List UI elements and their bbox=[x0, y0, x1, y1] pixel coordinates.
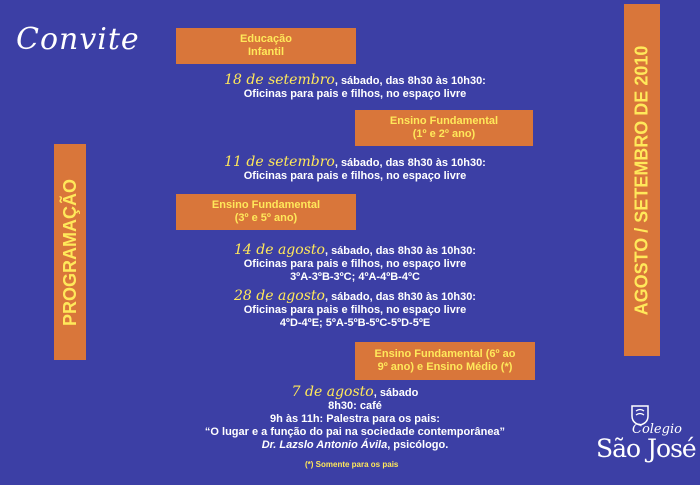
event-time: , sábado, das 8h30 às 10h30: bbox=[334, 157, 486, 169]
date-range-bar bbox=[624, 4, 660, 356]
section-box-fundamental-6-9-medio bbox=[355, 342, 535, 380]
school-logo bbox=[592, 400, 696, 470]
speaker-name: Dr. Lazslo Antonio Ávila bbox=[261, 439, 388, 451]
speaker-role: , psicólogo. bbox=[387, 439, 449, 451]
section-label-line1: Ensino Fundamental bbox=[389, 115, 499, 127]
event-description: Oficinas para pais e filhos, no espaço livre bbox=[243, 88, 467, 100]
event-lecture-title: “O lugar e a função do pai na sociedade contemporânea” bbox=[204, 426, 506, 438]
event-date: 7 de agosto bbox=[291, 384, 374, 400]
event-cafe: 8h30: café bbox=[328, 400, 382, 412]
event-7-agosto bbox=[170, 386, 540, 452]
logo-line1: Colegio bbox=[632, 422, 682, 437]
event-date: 14 de agosto bbox=[234, 242, 325, 258]
section-box-fundamental-3-5 bbox=[176, 194, 356, 230]
event-lecture: 9h às 11h: Palestra para os pais: bbox=[270, 413, 440, 425]
section-box-fundamental-1-2 bbox=[355, 110, 533, 146]
section-label-line2: (1º e 2º ano) bbox=[412, 128, 476, 140]
section-label-line2: Infantil bbox=[247, 46, 285, 58]
event-description: Oficinas para pais e filhos, no espaço livre bbox=[243, 170, 467, 182]
invitation-title: Convite bbox=[16, 22, 140, 57]
event-28-agosto bbox=[190, 290, 520, 330]
programacao-bar bbox=[54, 144, 86, 360]
section-label-line2: (3º e 5º ano) bbox=[234, 212, 298, 224]
logo-line2: São José bbox=[596, 434, 696, 463]
event-time: , sábado bbox=[373, 387, 419, 399]
section-label-line1: Ensino Fundamental bbox=[211, 199, 321, 211]
event-date: 11 de setembro bbox=[224, 154, 335, 170]
event-time: , sábado, das 8h30 às 10h30: bbox=[324, 291, 476, 303]
event-date: 28 de agosto bbox=[234, 288, 325, 304]
event-date: 18 de setembro bbox=[224, 72, 335, 88]
event-classes: 3ºA-3ºB-3ºC; 4ºA-4ºB-4ºC bbox=[290, 271, 420, 283]
section-label-line2: 9º ano) e Ensino Médio (*) bbox=[377, 361, 513, 373]
section-box-educacao-infantil bbox=[176, 28, 356, 64]
event-time: , sábado, das 8h30 às 10h30: bbox=[334, 75, 486, 87]
event-description: Oficinas para pais e filhos, no espaço livre bbox=[243, 304, 467, 316]
programacao-label: PROGRAMAÇÃO bbox=[59, 178, 80, 326]
section-label-line1: Ensino Fundamental (6º ao bbox=[374, 348, 516, 360]
event-14-agosto bbox=[190, 244, 520, 284]
section-label-line1: Educação bbox=[240, 33, 292, 45]
footnote: (*) Somente para os pais bbox=[305, 460, 399, 469]
event-18-setembro bbox=[190, 74, 520, 101]
event-11-setembro bbox=[190, 156, 520, 183]
date-range-label: AGOSTO / SETEMBRO DE 2010 bbox=[631, 45, 652, 315]
event-description: Oficinas para pais e filhos, no espaço livre bbox=[243, 258, 467, 270]
event-classes: 4ºD-4ºE; 5ºA-5ºB-5ºC-5ºD-5ºE bbox=[279, 317, 431, 329]
event-time: , sábado, das 8h30 às 10h30: bbox=[324, 245, 476, 257]
